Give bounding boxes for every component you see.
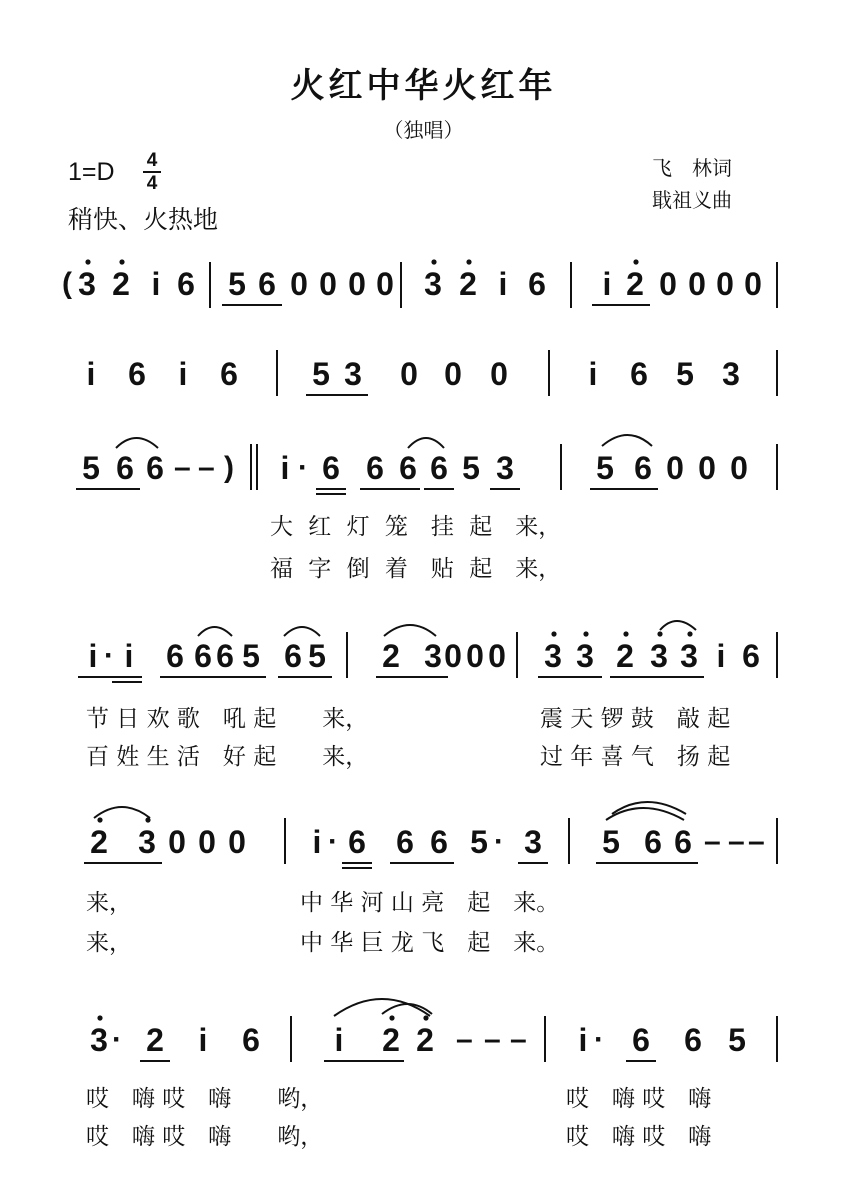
note: 6 xyxy=(674,824,692,860)
note: i xyxy=(88,638,98,674)
dash: – xyxy=(484,1023,501,1056)
note: 6 xyxy=(220,356,238,392)
note: 2 xyxy=(146,1022,164,1058)
dash: – xyxy=(174,451,191,484)
note: 6 xyxy=(430,450,448,486)
note: i xyxy=(178,356,188,392)
note: 0 xyxy=(688,266,706,302)
note: 3 xyxy=(138,824,156,860)
note: 6 xyxy=(177,266,195,302)
note: 6 xyxy=(284,638,302,674)
note: 2 xyxy=(626,266,644,302)
lyric-line: 哎 嗨 哎 嗨 哟， xyxy=(86,1086,324,1112)
note: 3 xyxy=(78,266,96,302)
lyric-line: 哎 嗨 哎 嗨 xyxy=(566,1124,712,1150)
note: 6 xyxy=(242,1022,260,1058)
note: 5 xyxy=(602,824,620,860)
note: 5 xyxy=(228,266,246,302)
note: 5 xyxy=(470,824,488,860)
lyric-line: 福 字 倒 着 贴 起 来， xyxy=(270,556,562,582)
note: 6 xyxy=(146,450,164,486)
note: 0 xyxy=(348,266,366,302)
note: 3 xyxy=(722,356,740,392)
note: 6 xyxy=(396,824,414,860)
note: 6 xyxy=(216,638,234,674)
dash: – xyxy=(456,1023,473,1056)
note: 6 xyxy=(528,266,546,302)
note: i xyxy=(124,638,134,674)
lyric-line: 中 华 河 山 亮 起 来。 xyxy=(300,890,560,916)
lyric-line: 过 年 喜 气 扬 起 xyxy=(540,744,731,770)
note: i xyxy=(312,824,322,860)
open-paren: ( xyxy=(62,267,72,300)
note: i xyxy=(151,266,161,302)
dash: – xyxy=(728,825,745,858)
tempo-marking: 稍快、火热地 xyxy=(68,205,219,234)
note: 5 xyxy=(82,450,100,486)
note: i xyxy=(198,1022,208,1058)
time-signature-bottom: 4 xyxy=(146,173,158,194)
underlines xyxy=(76,305,704,1061)
note: 5 xyxy=(242,638,260,674)
note: 3 xyxy=(424,266,442,302)
dot: · xyxy=(594,1023,604,1056)
note: i xyxy=(588,356,598,392)
note: i xyxy=(334,1022,344,1058)
note: 6 xyxy=(430,824,448,860)
dash: – xyxy=(510,1023,527,1056)
note: 3 xyxy=(524,824,542,860)
note: 6 xyxy=(166,638,184,674)
note: 2 xyxy=(459,266,477,302)
note: 2 xyxy=(90,824,108,860)
slurs xyxy=(94,435,696,1016)
dot: · xyxy=(298,451,308,484)
note: 0 xyxy=(488,638,506,674)
note: 5 xyxy=(676,356,694,392)
note: 0 xyxy=(228,824,246,860)
close-paren: ) xyxy=(224,451,234,484)
note: 0 xyxy=(716,266,734,302)
note: 5 xyxy=(312,356,330,392)
note: 5 xyxy=(462,450,480,486)
octave-dots xyxy=(85,259,692,1020)
lyric-line: 来， xyxy=(86,930,132,956)
note: 2 xyxy=(112,266,130,302)
note: 6 xyxy=(258,266,276,302)
note: 3 xyxy=(680,638,698,674)
note: 0 xyxy=(659,266,677,302)
lyric-line: 震 天 锣 鼓 敲 起 xyxy=(540,706,731,732)
note: 0 xyxy=(490,356,508,392)
dot: · xyxy=(328,825,338,858)
note: 0 xyxy=(444,638,462,674)
note: i xyxy=(578,1022,588,1058)
note: 0 xyxy=(444,356,462,392)
lyric-line: 哎 嗨 哎 嗨 哟， xyxy=(86,1124,324,1150)
note: 0 xyxy=(666,450,684,486)
lyric-line: 百 姓 生 活 好 起 来， xyxy=(86,744,369,770)
note: 0 xyxy=(319,266,337,302)
note: 6 xyxy=(632,1022,650,1058)
note: 6 xyxy=(630,356,648,392)
note: 6 xyxy=(348,824,366,860)
note: 6 xyxy=(194,638,212,674)
lyric-line: 节 日 欢 歌 吼 起 来， xyxy=(86,706,369,732)
dot: · xyxy=(104,639,114,672)
note: 6 xyxy=(366,450,384,486)
note: 2 xyxy=(382,638,400,674)
note: 6 xyxy=(644,824,662,860)
note: 3 xyxy=(90,1022,108,1058)
note: 3 xyxy=(650,638,668,674)
note: 3 xyxy=(344,356,362,392)
note: 3 xyxy=(496,450,514,486)
note: i xyxy=(716,638,726,674)
note: 0 xyxy=(698,450,716,486)
dot: · xyxy=(494,825,504,858)
note: 3 xyxy=(424,638,442,674)
note: 6 xyxy=(742,638,760,674)
note: 5 xyxy=(728,1022,746,1058)
note: i xyxy=(86,356,96,392)
note: i xyxy=(498,266,508,302)
note: 5 xyxy=(308,638,326,674)
note: 6 xyxy=(634,450,652,486)
note: i xyxy=(280,450,290,486)
song-title: 火红中华火红年 xyxy=(290,66,557,106)
dash: – xyxy=(198,451,215,484)
note: 6 xyxy=(128,356,146,392)
dot: · xyxy=(112,1023,122,1056)
note: 2 xyxy=(616,638,634,674)
note: 6 xyxy=(684,1022,702,1058)
lyricist-credit: 飞 林词 xyxy=(652,156,732,180)
lyric-line: 中 华 巨 龙 飞 起 来。 xyxy=(300,930,560,956)
note: 2 xyxy=(416,1022,434,1058)
note: 0 xyxy=(400,356,418,392)
note: 6 xyxy=(399,450,417,486)
note: 2 xyxy=(382,1022,400,1058)
note: i xyxy=(602,266,612,302)
lyric-line: 来， xyxy=(86,890,132,916)
time-signature-top: 4 xyxy=(146,150,158,171)
note: 0 xyxy=(198,824,216,860)
note: 5 xyxy=(596,450,614,486)
lyric-line: 哎 嗨 哎 嗨 xyxy=(566,1086,712,1112)
note: 0 xyxy=(168,824,186,860)
note: 3 xyxy=(576,638,594,674)
dash: – xyxy=(704,825,721,858)
key-signature: 1=D xyxy=(68,158,115,186)
note: 6 xyxy=(322,450,340,486)
note: 3 xyxy=(544,638,562,674)
note: 0 xyxy=(290,266,308,302)
song-subtitle: （独唱） xyxy=(383,118,464,142)
note: 0 xyxy=(466,638,484,674)
lyric-line: 大 红 灯 笼 挂 起 来， xyxy=(270,514,562,540)
dash: – xyxy=(748,825,765,858)
note: 0 xyxy=(744,266,762,302)
note: 0 xyxy=(376,266,394,302)
note: 6 xyxy=(116,450,134,486)
note: 0 xyxy=(730,450,748,486)
composer-credit: 戢祖义曲 xyxy=(652,188,732,212)
